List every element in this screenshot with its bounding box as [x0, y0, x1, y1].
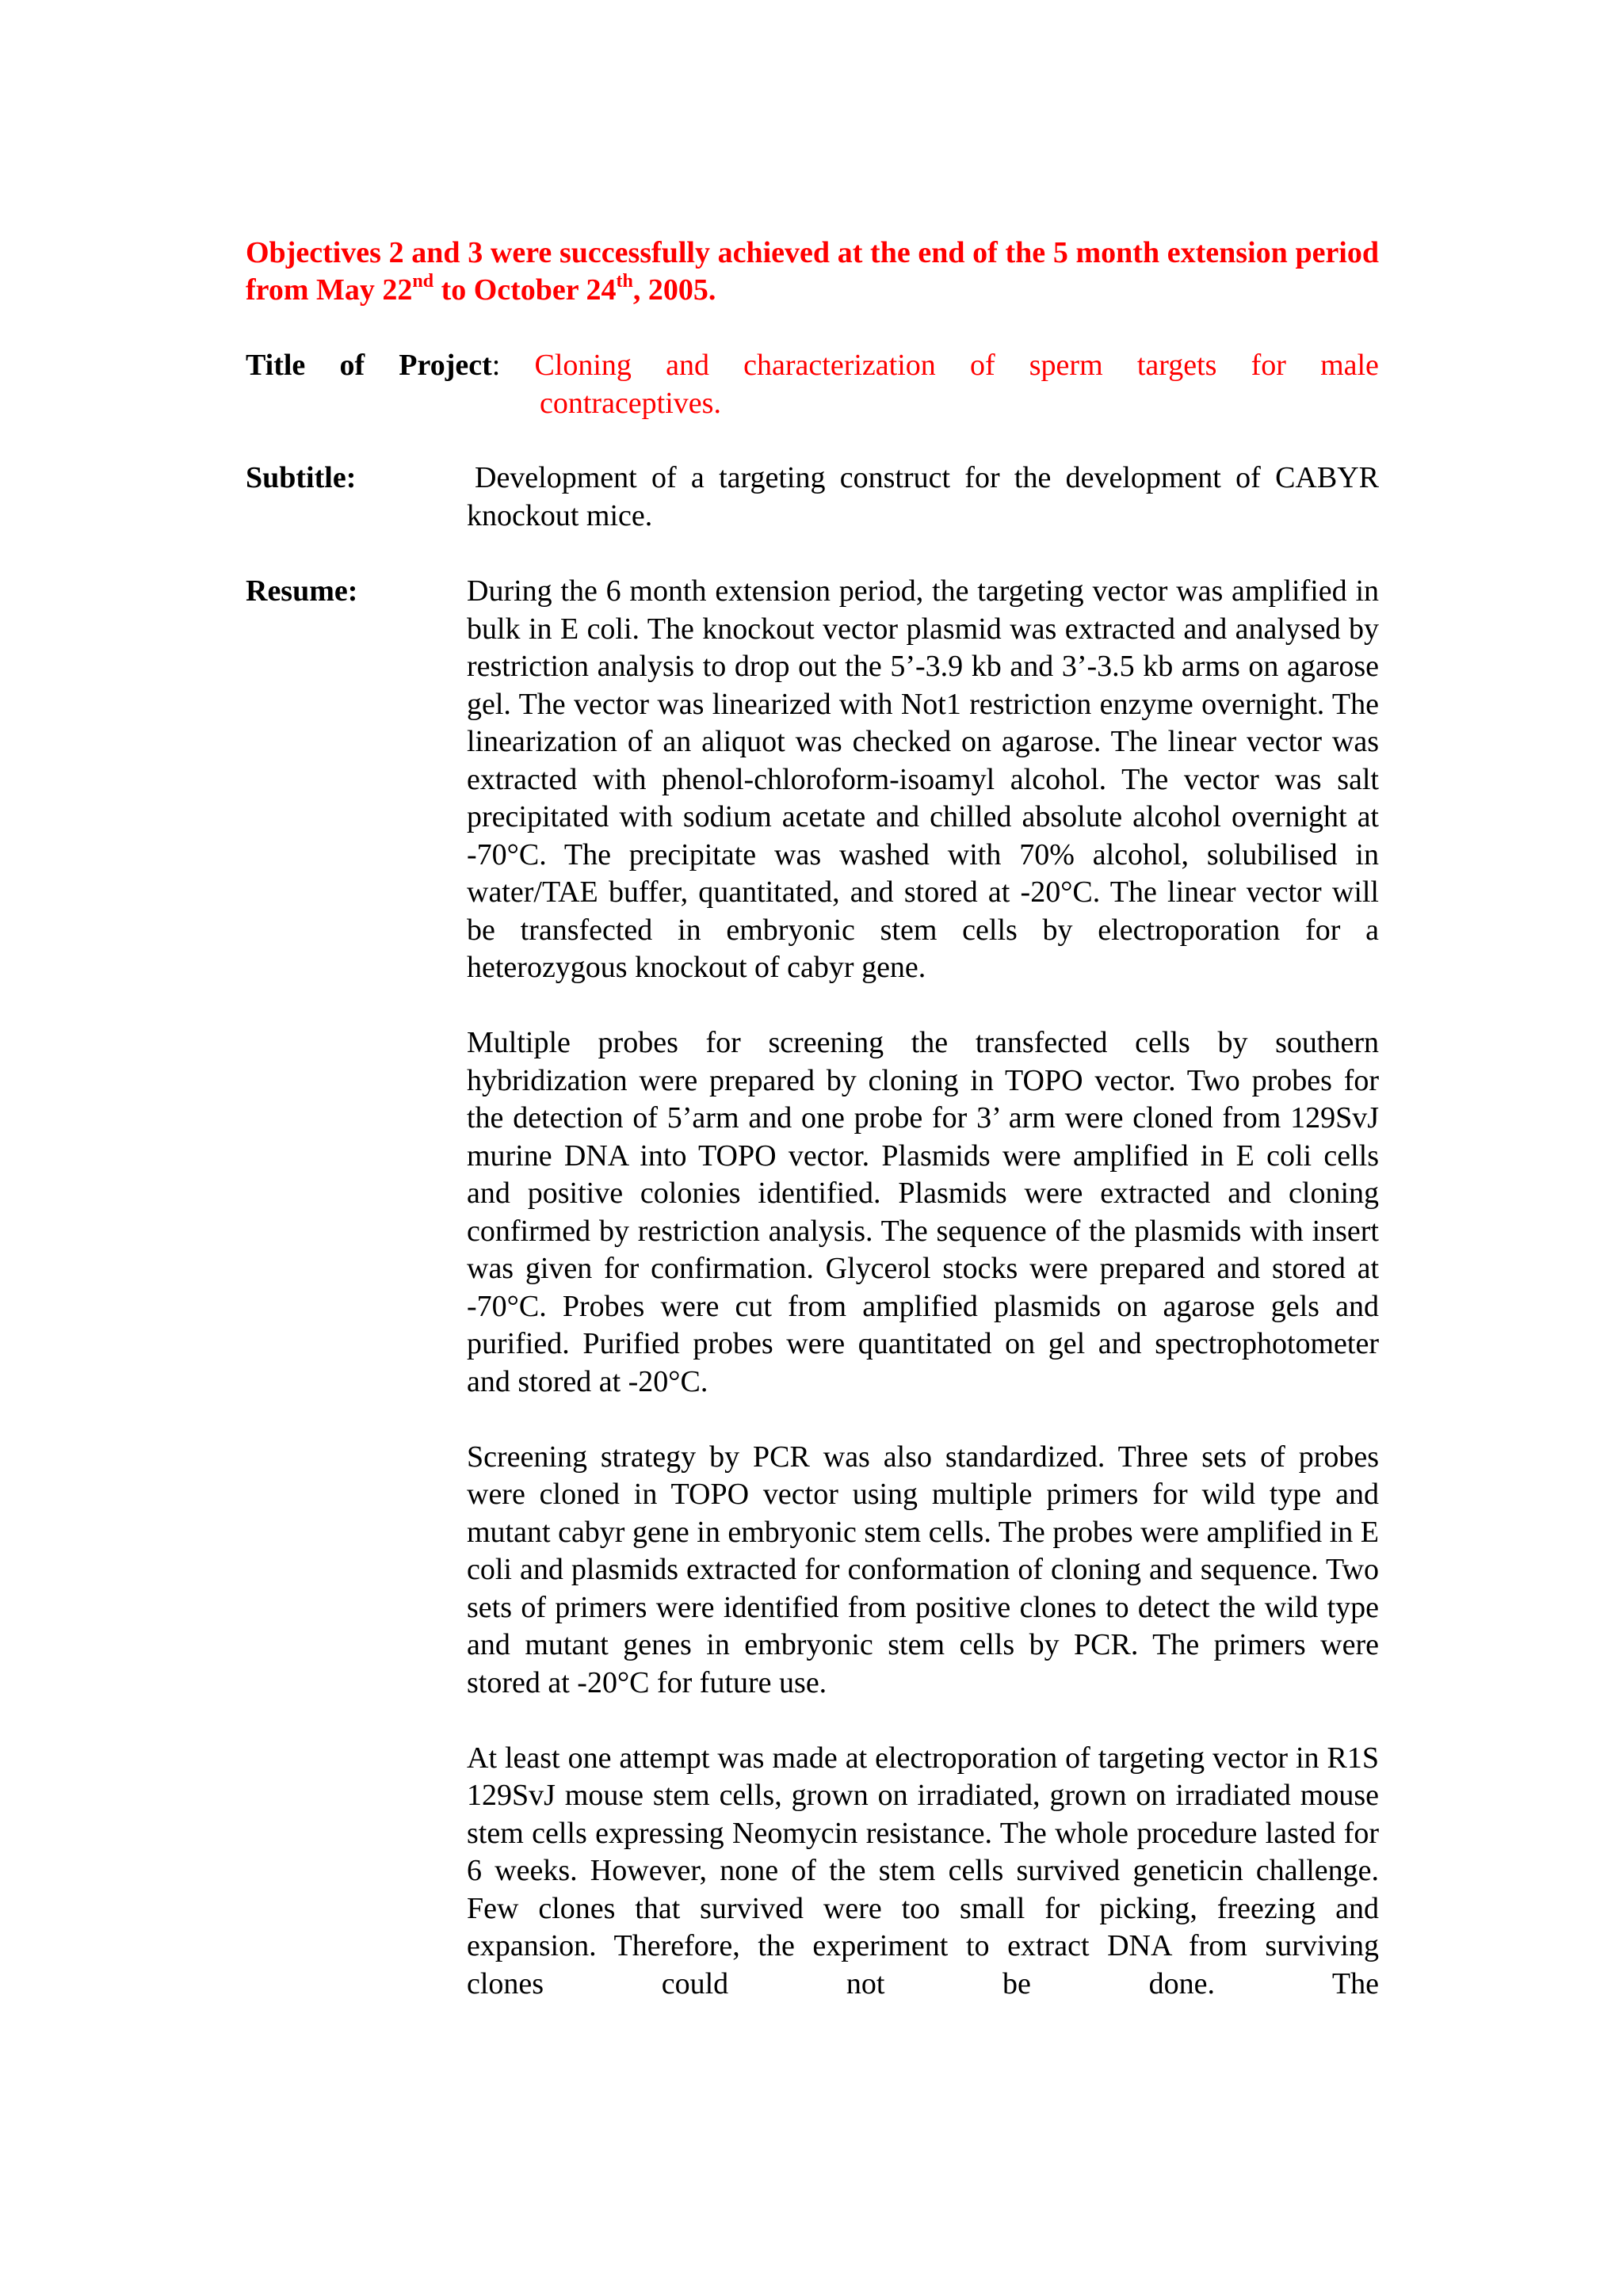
title-value-word: targets — [1136, 349, 1217, 382]
subtitle-label: Subtitle: — [246, 461, 357, 494]
title-value-word: of — [969, 349, 995, 382]
subtitle-text — [467, 460, 1379, 535]
title-value-word: and — [666, 349, 709, 382]
title-value-word: sperm — [1029, 349, 1103, 382]
objectives-text-part3: , 2005. — [632, 273, 716, 307]
resume-body — [467, 573, 1379, 2003]
title-label-word: of — [339, 349, 365, 382]
title-label-colon: : — [491, 349, 501, 382]
objectives-text-part1: Objectives 2 and 3 were successfully achieved at the end of the 5 month extension period from May 22 — [246, 236, 1379, 307]
objectives-statement — [246, 235, 1379, 309]
resume-paragraph: Multiple probes for screening the transfected cells by southern hybridization were prepared by cloning in TOPO vector. Two probes for the detection of 5’arm and one probe for 3’ arm were cloned from 129SvJ murine DNA into TOPO vector. Plasmids were amplified in E coli cells and positive colonies identified. Plasmids were extracted and cloning confirmed by restriction analysis. The sequence of the plasmids with insert was given for confirmation. Glycerol stocks were prepared and stored at -70°C. Probes were cut from amplified plasmids on agarose gels and purified. Purified probes were quantitated on gel and spectrophotometer and stored at -20°C. — [467, 1026, 1379, 1398]
objectives-sup-th: th — [616, 271, 633, 292]
title-value-word: Cloning — [534, 349, 632, 382]
title-of-project-line1 — [246, 347, 1379, 385]
title-value-word: male — [1320, 349, 1379, 382]
title-value-word: for — [1251, 349, 1286, 382]
resume-label: Resume: — [246, 574, 358, 608]
resume-paragraph: During the 6 month extension period, the targeting vector was amplified in bulk in E coli. The knockout vector plasmid was extracted and analysed by restriction analysis to drop out the 5’-3.9 kb and 3’-3.5 kb arms on agarose gel. The vector was linearized with Not1 restriction enzyme overnight. The linearization of an aliquot was checked on agarose. The linear vector was extracted with phenol-chloroform-isoamyl alcohol. The vector was salt precipitated with sodium acetate and chilled absolute alcohol overnight at -70°C. The precipitate was washed with 70% alcohol, solubilised in water/TAE buffer, quantitated, and stored at -20°C. The linear vector will be transfected in embryonic stem cells by electroporation for a heterozygous knockout of cabyr gene. — [467, 574, 1379, 984]
title-label-word: Title — [246, 349, 306, 382]
title-label-word: Project — [399, 349, 492, 382]
resume-paragraph: Screening strategy by PCR was also standardized. Three sets of probes were cloned in TOPO vector using multiple primers for wild type and mutant cabyr gene in embryonic stem cells. The probes were amplified in E coli and plasmids extracted for conformation of cloning and sequence. Two sets of primers were identified from positive clones to detect the wild type and mutant genes in embryonic stem cells by PCR. The primers were stored at -20°C for future use. — [467, 1440, 1379, 1699]
subtitle-value: Development of a targeting construct for the development of CABYR knockout mice. — [467, 461, 1379, 532]
resume-paragraph: At least one attempt was made at electroporation of targeting vector in R1S 129SvJ mouse stem cells, grown on irradiated, grown on irradiated mouse stem cells expressing Neomycin resistance. The whole procedure lasted for 6 weeks. However, none of the stem cells survived geneticin challenge. Few clones that survived were too small for picking, freezing and expansion. Therefore, the experiment to extract DNA from surviving clones could not be done. The — [467, 1741, 1379, 2000]
title-value-line2: contraceptives. — [540, 386, 721, 420]
title-of-project — [246, 347, 1379, 422]
objectives-sup-nd: nd — [412, 271, 434, 292]
title-value-word: characterization — [743, 349, 936, 382]
objectives-text-part2: to October 24 — [433, 273, 617, 307]
